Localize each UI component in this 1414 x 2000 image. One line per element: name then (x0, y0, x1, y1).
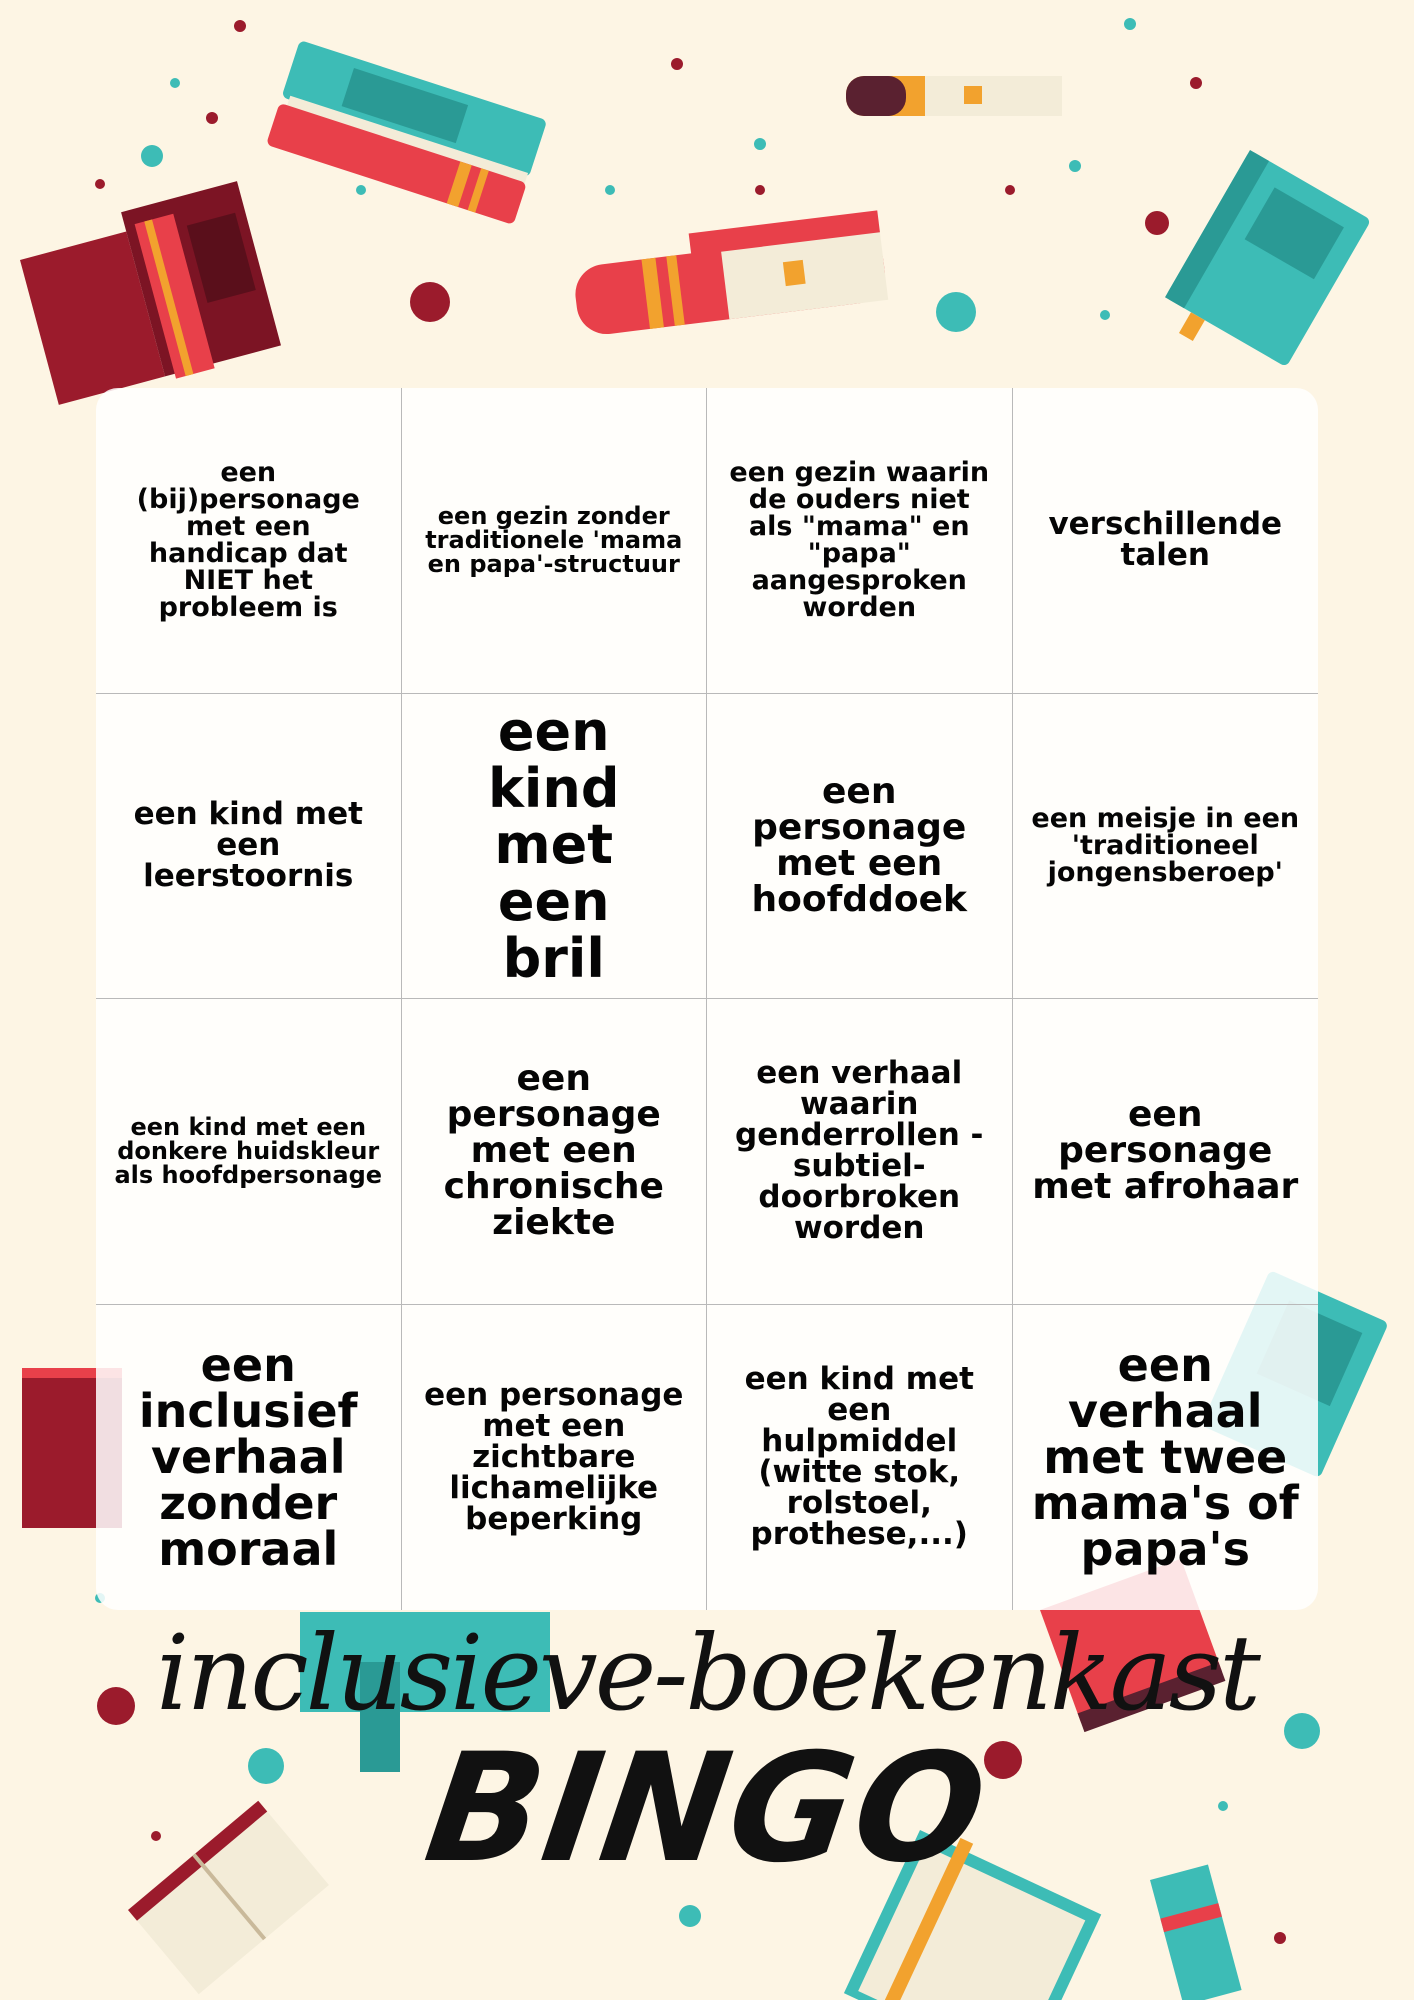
bingo-cell-label: een kind met een leerstoornis (133, 796, 363, 895)
bingo-cell[interactable] (707, 388, 1013, 694)
open-book-icon (15, 181, 282, 410)
bingo-cell-label: een personage met een chronische ziekte (443, 1058, 664, 1244)
bingo-cell-label: een meisje in een 'traditioneel jongensberoep' (1031, 803, 1300, 889)
bingo-cell[interactable] (96, 694, 402, 1000)
bingo-cell[interactable] (1013, 694, 1319, 1000)
bingo-cell-label: een personage met afrohaar (1032, 1094, 1299, 1208)
bingo-cell-label: een (bij)personage met een handicap dat NIET het probleem is (136, 457, 360, 624)
bingo-cell[interactable] (1013, 388, 1319, 694)
bingo-cell[interactable] (707, 1305, 1013, 1611)
title-script: inclusieve-boekenkast (156, 1612, 1258, 1734)
bingo-card (96, 388, 1318, 1610)
bingo-cell[interactable] (402, 694, 708, 1000)
bingo-cell-label: een kind met een hulpmiddel (witte stok, rolstoel, prothese,...) (744, 1361, 974, 1553)
book-icon (846, 76, 1062, 116)
bingo-cell-label: een gezin zonder traditionele 'mama en papa'-structuur (425, 502, 683, 579)
bingo-cell-label: verschillende talen (1048, 506, 1283, 574)
book-icon (266, 40, 547, 225)
bingo-cell-label: een verhaal waarin genderrollen -subtiel- doorbroken worden (735, 1055, 984, 1247)
bingo-cell-label: een kind met een bril (487, 700, 620, 990)
bingo-cell[interactable] (96, 388, 402, 694)
bingo-cell[interactable] (96, 999, 402, 1305)
book-icon (570, 210, 889, 337)
bingo-cell-label: een verhaal met twee mama's of papa's (1031, 1338, 1299, 1577)
book-icon (1153, 150, 1371, 388)
bingo-cell-label: een personage met een hoofddoek (751, 770, 967, 920)
bingo-cell[interactable] (707, 694, 1013, 1000)
bingo-cell-label: een inclusief verhaal zonder moraal (138, 1338, 358, 1577)
bingo-cell-label: een kind met een donkere huidskleur als hoofdpersonage (114, 1113, 383, 1190)
title-bingo: BINGO (416, 1722, 998, 1896)
bingo-cell-label: een gezin waarin de ouders niet als "mama" en "papa" aangesproken worden (729, 457, 990, 624)
bingo-cell-label: een personage met een zichtbare lichamelijke beperking (424, 1376, 684, 1537)
bingo-cell[interactable] (402, 388, 708, 694)
bingo-cell[interactable] (402, 999, 708, 1305)
bingo-cell[interactable] (1013, 1305, 1319, 1611)
bingo-cell[interactable] (96, 1305, 402, 1611)
bingo-cell[interactable] (707, 999, 1013, 1305)
bingo-cell[interactable] (1013, 999, 1319, 1305)
bingo-cell[interactable] (402, 1305, 708, 1611)
